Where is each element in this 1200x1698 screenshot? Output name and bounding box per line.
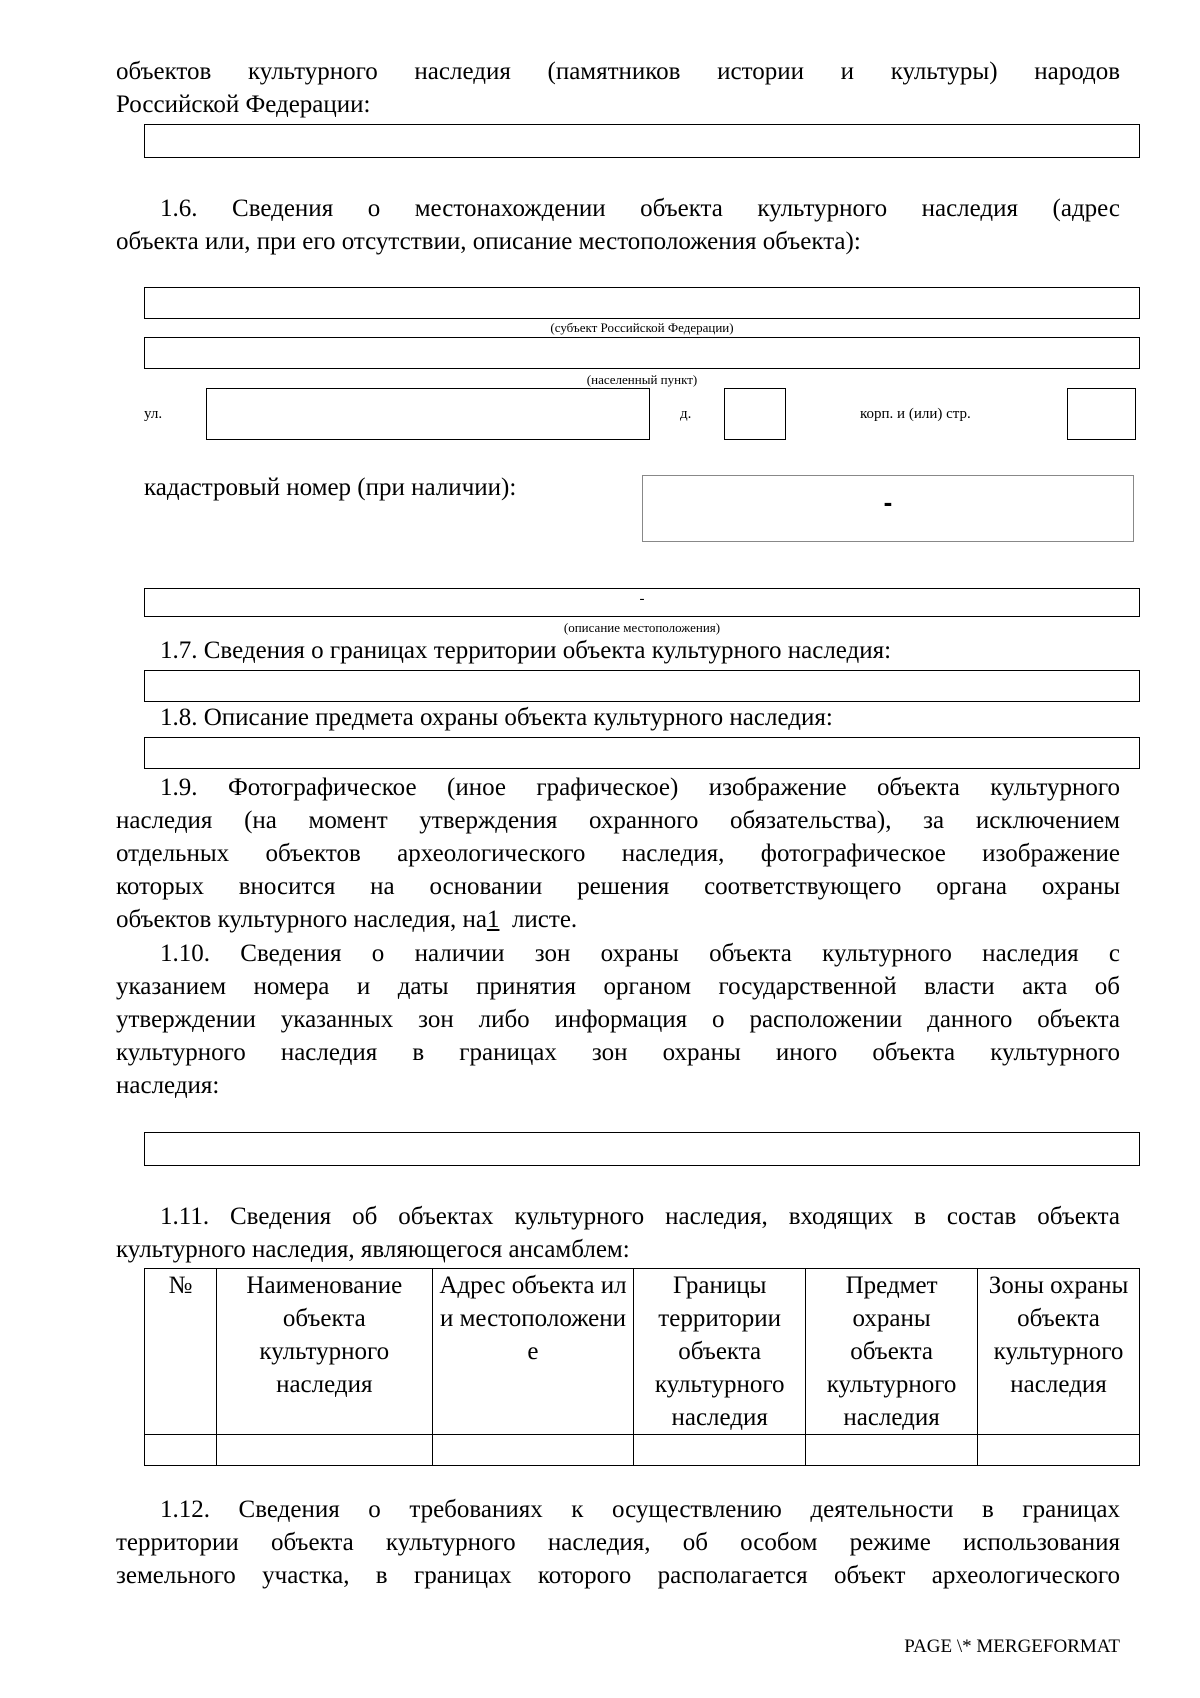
text-line: которых вносится на основании решения соответствующего органа охраны (116, 873, 1120, 900)
subject-caption: (субъект Российской Федерации) (550, 320, 734, 335)
header-number: № (145, 1269, 217, 1435)
text-line: отдельных объектов археологического наследия, фотографическое изображение (116, 840, 1120, 867)
header-name: Наименование объекта культурного наследия (216, 1269, 432, 1435)
sheets-count: 1 (486, 906, 500, 933)
text-line: 1.11. Сведения об объектах культурного наследия, входящих в состав объекта (160, 1203, 1120, 1230)
section-1-7-text: 1.7. Сведения о границах территории объекта культурного наследия: (160, 637, 892, 664)
building-label: корп. и (или) стр. (860, 406, 971, 422)
cadastral-field[interactable]: - (642, 475, 1134, 542)
location-description-caption: (описание местоположения) (563, 620, 721, 635)
protection-subject-field[interactable] (144, 737, 1140, 769)
house-label: д. (680, 406, 692, 422)
section-1-6-text (116, 192, 1120, 258)
header-boundaries: Границы территории объекта культурного наследия (634, 1269, 806, 1435)
table-cell[interactable] (634, 1435, 806, 1466)
text-line: объектов культурного наследия (памятников истории и культуры) народов (116, 58, 1120, 85)
header-protection-subject: Предмет охраны объекта культурного наследия (806, 1269, 978, 1435)
table-cell[interactable] (216, 1435, 432, 1466)
text-line: земельного участка, в границах которого располагается объект археологического (116, 1562, 1120, 1589)
text-line: утверждении указанных зон либо информация о расположении данного объекта (116, 1006, 1120, 1033)
text-line: объекта или, при его отсутствии, описание местоположения объекта): (116, 228, 861, 255)
text-line: территории объекта культурного наследия, об особом режиме использования (116, 1529, 1120, 1556)
table-row (145, 1435, 1140, 1466)
ensemble-objects-table (144, 1268, 1140, 1466)
table-cell[interactable] (978, 1435, 1140, 1466)
text-line: 1.6. Сведения о местонахождении объекта культурного наследия (адрес (160, 195, 1120, 222)
text-line: культурного наследия, являющегося ансамблем: (116, 1236, 630, 1263)
section-1-12-text (116, 1493, 1120, 1592)
location-description-field[interactable]: - (144, 588, 1140, 617)
text-line: Российской Федерации: (116, 91, 371, 118)
page-footer: PAGE \* MERGEFORMAT (904, 1636, 1120, 1657)
section-1-10-text (116, 937, 1120, 1102)
building-field[interactable] (1067, 388, 1136, 440)
territory-boundaries-field[interactable] (144, 670, 1140, 702)
cadastral-label: кадастровый номер (при наличии): (144, 474, 517, 501)
header-address: Адрес объекта или местоположение (432, 1269, 634, 1435)
text-line: 1.10. Сведения о наличии зон охраны объекта культурного наследия с (160, 940, 1120, 967)
street-label: ул. (144, 406, 163, 422)
house-field[interactable] (724, 388, 786, 440)
table-cell[interactable] (145, 1435, 217, 1466)
text-line: 1.12. Сведения о требованиях к осуществлению деятельности в границах (160, 1496, 1120, 1523)
text-line: наследия: (116, 1072, 220, 1099)
table-cell[interactable] (432, 1435, 634, 1466)
section-1-11-text (116, 1200, 1120, 1266)
text-line: наследия (на момент утверждения охранного обязательства), за исключением (116, 807, 1120, 834)
text-line: указанием номера и даты принятия органом государственной власти акта об (116, 973, 1120, 1000)
table-cell[interactable] (806, 1435, 978, 1466)
sheets-prefix: объектов культурного наследия, на (116, 906, 487, 933)
text-line: культурного наследия в границах зон охраны иного объекта культурного (116, 1039, 1120, 1066)
table-header-row (145, 1269, 1140, 1435)
heritage-register-field[interactable] (144, 124, 1140, 158)
street-field[interactable] (206, 388, 650, 440)
intro-paragraph (116, 55, 1120, 121)
subject-field[interactable] (144, 287, 1140, 319)
text-line: 1.9. Фотографическое (иное графическое) изображение объекта культурного (160, 774, 1120, 801)
locality-caption: (населенный пункт) (586, 372, 698, 387)
protection-zones-field[interactable] (144, 1132, 1140, 1166)
header-protection-zones: Зоны охраны объекта культурного наследия (978, 1269, 1140, 1435)
section-1-8-text: 1.8. Описание предмета охраны объекта культурного наследия: (160, 704, 833, 731)
text-line (116, 903, 1120, 936)
locality-field[interactable] (144, 337, 1140, 369)
section-1-9-text (116, 771, 1120, 936)
sheets-suffix: листе. (511, 906, 578, 933)
